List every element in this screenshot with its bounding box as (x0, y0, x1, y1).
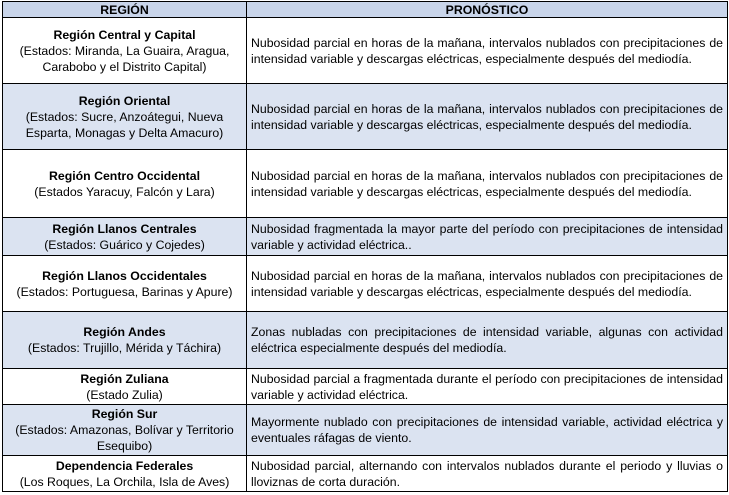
region-name: Región Andes (83, 325, 166, 339)
table-row (3, 369, 728, 405)
table-row (3, 405, 728, 456)
table-row (3, 256, 728, 312)
region-states: (Estados: Amazonas, Bolívar y Territorio Esequibo) (15, 423, 234, 453)
forecast-cell: Nubosidad parcial, alternando con intervalos nublados durante el periodo y lluvias o lloviznas de corta duración. (247, 456, 728, 492)
region-column-header: REGIÓN (3, 2, 247, 18)
forecast-cell: Nubosidad parcial en horas de la mañana, intervalos nublados con precipitaciones de intensidad variable y descargas eléctricas, especialmente después del mediodía. (247, 256, 728, 312)
region-states: (Estados: Portuguesa, Barinas y Apure) (16, 284, 233, 299)
forecast-cell: Zonas nubladas con precipitaciones de intensidad variable, algunas con actividad eléctrica especialmente después del mediodía. (247, 312, 728, 369)
table-row (3, 150, 728, 218)
table-row (3, 218, 728, 256)
region-name: Región Llanos Occidentales (42, 268, 207, 283)
region-states: (Estados: Sucre, Anzoátegui, Nueva Esparta, Monagas y Delta Amacuro) (25, 109, 224, 140)
region-name: Región Central y Capital (53, 27, 196, 42)
forecast-cell: Nubosidad parcial a fragmentada durante el período con precipitaciones de intensidad variable y actividad eléctrica. (247, 369, 728, 405)
region-name: Región Zuliana (80, 371, 169, 386)
region-cell (3, 456, 247, 492)
table-row (3, 84, 728, 150)
region-cell (3, 84, 247, 150)
region-states: (Estados: Guárico y Cojedes) (44, 237, 205, 252)
region-name: Región Llanos Centrales (52, 221, 197, 236)
region-cell (3, 312, 247, 369)
forecast-cell: Nubosidad fragmentada la mayor parte del período con precipitaciones de intensidad variable y actividad eléctrica.. (247, 218, 728, 256)
region-name: Región Sur (91, 407, 158, 421)
region-states: (Los Roques, La Orchila, Isla de Aves) (19, 474, 230, 489)
region-states: (Estado Zulia) (86, 387, 163, 402)
region-states: (Estados: Trujillo, Mérida y Táchira) (27, 341, 222, 355)
region-name: Dependencia Federales (55, 458, 194, 473)
region-cell (3, 256, 247, 312)
region-cell (3, 369, 247, 405)
forecast-column-header: PRONÓSTICO (247, 2, 728, 18)
forecast-table (2, 1, 728, 492)
region-cell (3, 405, 247, 456)
region-states: (Estados Yaracuy, Falcón y Lara) (34, 184, 215, 199)
table-header-row (3, 2, 728, 18)
forecast-cell: Mayormente nublado con precipitaciones de intensidad variable, actividad eléctrica y eventuales ráfagas de viento. (247, 405, 728, 456)
forecast-cell: Nubosidad parcial en horas de la mañana, intervalos nublados con precipitaciones de intensidad variable y descargas eléctricas, especialmente después del mediodía. (247, 18, 728, 84)
forecast-cell: Nubosidad parcial en horas de la mañana, intervalos nublados con precipitaciones de intensidad variable y descargas eléctricas, especialmente después del mediodía. (247, 150, 728, 218)
region-name: Región Oriental (78, 93, 171, 108)
region-cell (3, 150, 247, 218)
forecast-cell: Nubosidad parcial en horas de la mañana, intervalos nublados con precipitaciones de intensidad variable y descargas eléctricas, especialmente después del mediodía. (247, 84, 728, 150)
region-cell (3, 218, 247, 256)
region-states: (Estados: Miranda, La Guaira, Aragua, Carabobo y el Distrito Capital) (19, 43, 230, 74)
table-row (3, 456, 728, 492)
table-row (3, 18, 728, 84)
table-row (3, 312, 728, 369)
region-name: Región Centro Occidental (49, 168, 200, 183)
region-cell (3, 18, 247, 84)
